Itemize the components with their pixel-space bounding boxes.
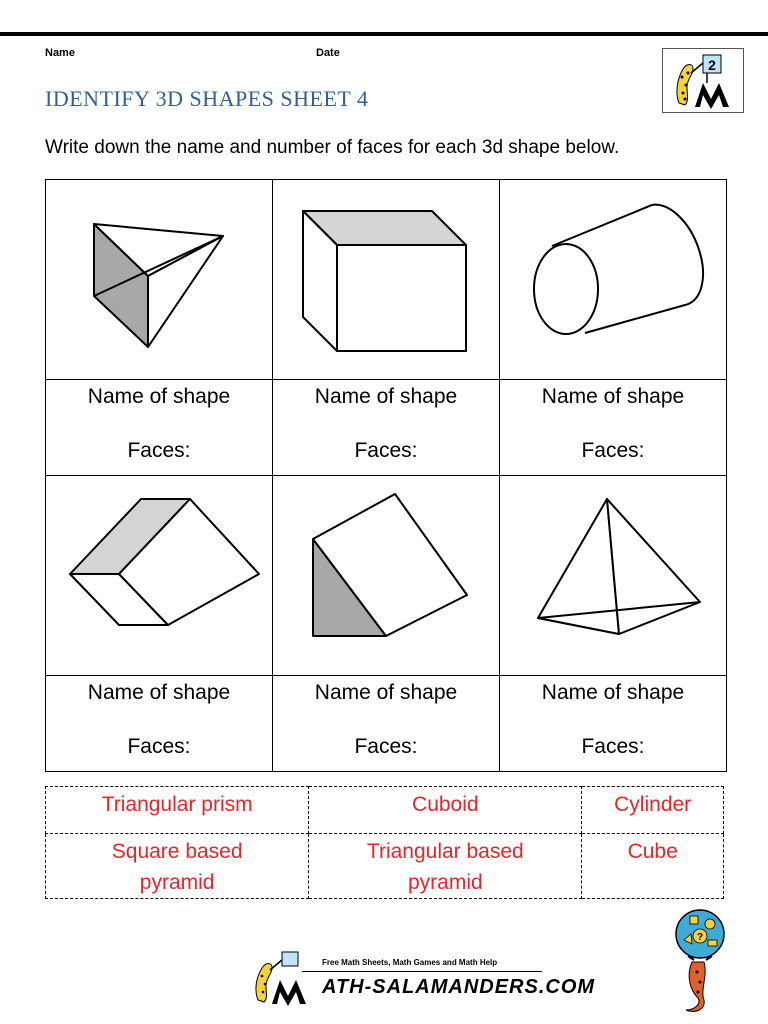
name-of-shape-label: Name of shape: [541, 681, 685, 704]
faces-label: Faces:: [581, 735, 645, 758]
instructions: Write down the name and number of faces for each 3d shape below.: [45, 137, 620, 158]
shape-cell-4: [46, 476, 273, 676]
top-rule: [0, 32, 768, 36]
faces-label: Faces:: [127, 735, 191, 758]
shape-cell-3: [500, 180, 727, 380]
name-of-shape-label: Name of shape: [541, 385, 685, 408]
shape-cell-1: [46, 180, 273, 380]
name-of-shape-label: Name of shape: [314, 385, 458, 408]
footer-divider: [302, 971, 542, 972]
shapes-grid: [45, 179, 727, 772]
name-of-shape-label: Name of shape: [87, 681, 231, 704]
answer-row-1: [46, 787, 724, 834]
triangular-prism-figure: [46, 180, 272, 379]
answer-option: Triangular based pyramid: [309, 834, 582, 899]
name-of-shape-label: Name of shape: [314, 681, 458, 704]
date-label: Date: [316, 47, 340, 59]
name-of-shape-label: Name of shape: [87, 385, 231, 408]
answer-bank: [45, 786, 724, 899]
label-row-2: [46, 676, 727, 772]
logo-number: 2: [708, 57, 716, 73]
cuboid-figure: [273, 180, 499, 379]
triangular-pyramid-figure: [500, 476, 726, 675]
answer-option: Square based pyramid: [46, 834, 309, 899]
cube-figure: [46, 476, 272, 675]
faces-label: Faces:: [127, 439, 191, 462]
shape-row-2: [46, 476, 727, 676]
faces-label: Faces:: [354, 439, 418, 462]
footer-site-name: ATH-SALAMANDERS.COM: [322, 976, 596, 998]
faces-label: Faces:: [354, 735, 418, 758]
label-row-1: [46, 380, 727, 476]
triangular-prism-figure-2: [273, 476, 499, 675]
answer-option: Cylinder: [582, 787, 724, 834]
answer-option: Triangular prism: [46, 787, 309, 834]
answer-option: Cube: [582, 834, 724, 899]
svg-text:?: ?: [696, 932, 704, 943]
salamander-logo: [662, 48, 744, 113]
answer-row-2: [46, 834, 724, 899]
cylinder-figure: [500, 180, 726, 379]
name-label: Name: [45, 47, 75, 59]
shape-cell-5: [273, 476, 500, 676]
salamander-mascot-icon: [664, 906, 734, 1016]
answer-option: Cuboid: [309, 787, 582, 834]
shape-cell-2: [273, 180, 500, 380]
footer-salamander-icon: [248, 950, 308, 1006]
shape-row-1: [46, 180, 727, 380]
faces-label: Faces:: [581, 439, 645, 462]
worksheet-title: IDENTIFY 3D SHAPES SHEET 4: [45, 86, 369, 111]
shape-cell-6: [500, 476, 727, 676]
footer-tagline: Free Math Sheets, Math Games and Math Help: [322, 958, 498, 967]
